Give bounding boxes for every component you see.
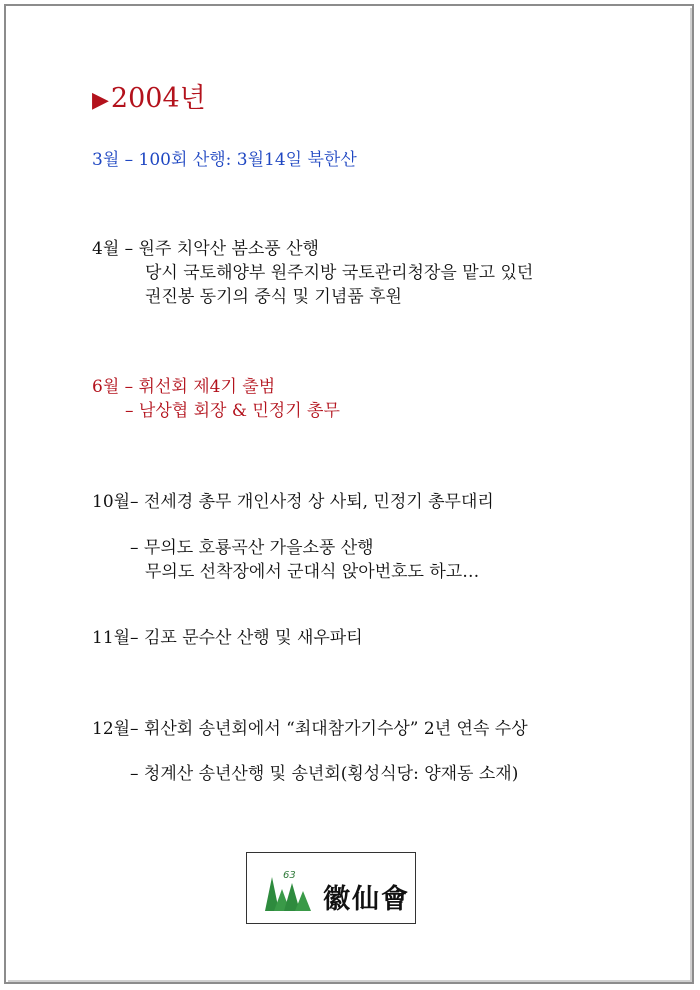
entry-june-detail: – 남상협 회장 & 민정기 총무 <box>125 401 340 421</box>
year-heading-text: 2004년 <box>110 83 206 114</box>
entry-october-detail-2: 무의도 선착장에서 군대식 앉아번호도 하고… <box>145 562 480 582</box>
entry-april-detail-2: 권진봉 동기의 중식 및 기념품 후원 <box>145 287 402 307</box>
triangle-marker-icon: ▶ <box>92 88 109 113</box>
entry-june: 6월 – 휘선회 제4기 출범 <box>92 377 276 397</box>
year-heading <box>92 76 206 115</box>
entry-april-detail-1: 당시 국토해양부 원주지방 국토관리청장을 맡고 있던 <box>145 263 534 283</box>
entry-october-detail-1: – 무의도 호룡곡산 가을소풍 산행 <box>130 538 374 558</box>
entry-october: 10월– 전세경 총무 개인사정 상 사퇴, 민정기 총무대리 <box>92 492 494 512</box>
entry-december-detail: – 청계산 송년산행 및 송년회(횡성식당: 양재동 소재) <box>130 764 519 784</box>
logo-number: 63 <box>283 870 296 881</box>
entry-december: 12월– 휘산회 송년회에서 “최대참가기수상” 2년 연속 수상 <box>92 719 528 739</box>
entry-november: 11월– 김포 문수산 산행 및 새우파티 <box>92 628 363 648</box>
entry-april: 4월 – 원주 치악산 봄소풍 산행 <box>92 239 319 259</box>
logo-text: 徽仙會 <box>323 884 410 915</box>
entry-march: 3월 – 100회 산행: 3월14일 북한산 <box>92 150 357 170</box>
club-logo <box>246 852 416 924</box>
